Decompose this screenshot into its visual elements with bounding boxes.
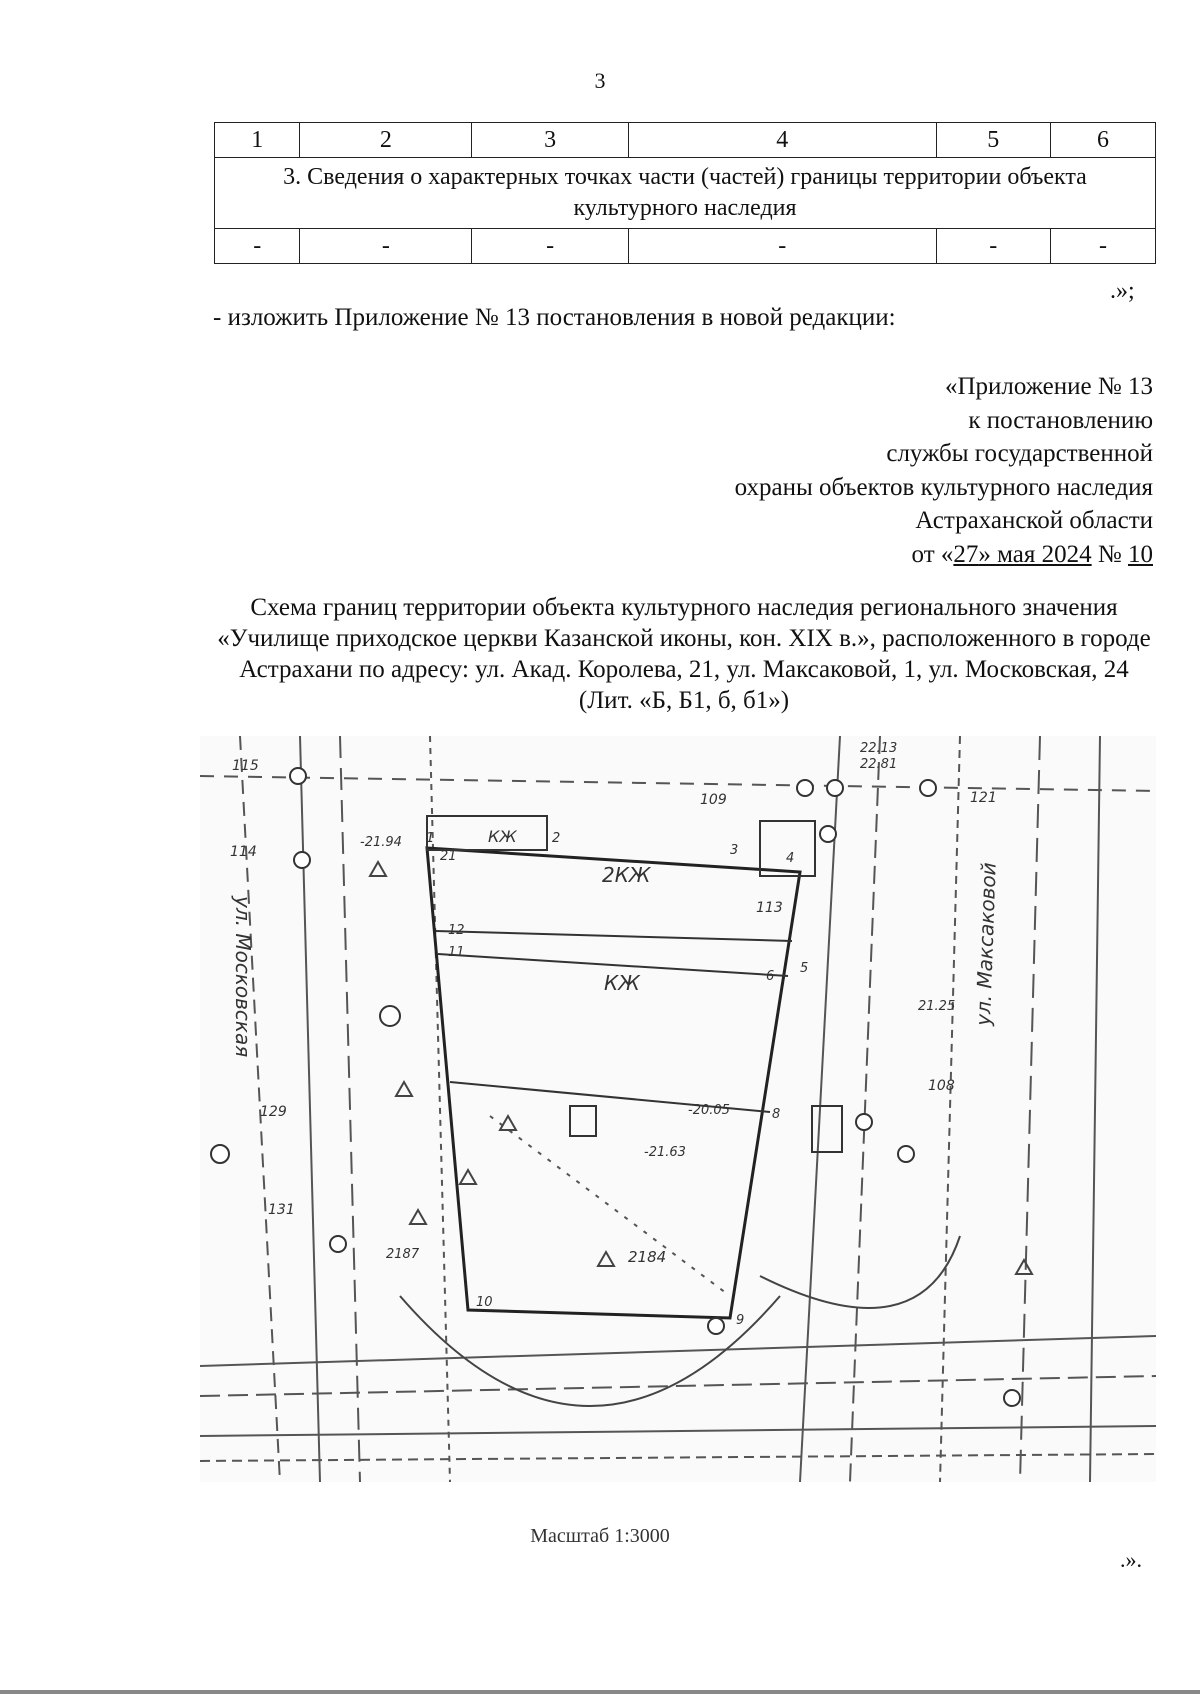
table-header-cell: 6 [1050, 123, 1155, 158]
table-cell: - [215, 229, 300, 264]
utility-label: 121 [970, 790, 997, 806]
table-cell: - [1050, 229, 1155, 264]
building-label: КЖ [604, 971, 640, 995]
map-scale: Масштаб 1:3000 [530, 1525, 670, 1547]
utility-label: 115 [232, 758, 259, 774]
elevation-mark: 22.13 [860, 741, 898, 756]
table-section-row [215, 158, 1156, 229]
point-number: 5 [800, 961, 809, 976]
utility-label: 109 [700, 792, 727, 808]
table-header-row [215, 123, 1156, 158]
table-cell: - [472, 229, 628, 264]
point-number: 3 [730, 843, 739, 858]
point-number: 9 [736, 1313, 745, 1328]
appendix-line: охраны объектов культурного наследия [734, 473, 1153, 501]
building-label: КЖ [488, 827, 517, 846]
appendix-header [735, 370, 1153, 571]
appendix-line: Астраханской области [915, 507, 1153, 534]
page-number: 3 [594, 68, 606, 93]
elevation-mark: 2187 [386, 1247, 420, 1262]
table-header-cell: 2 [300, 123, 472, 158]
table-header-cell: 1 [215, 123, 300, 158]
point-number: 11 [448, 945, 465, 960]
document-number: 10 [1128, 540, 1153, 568]
elevation-mark: 2184 [628, 1248, 667, 1266]
appendix-line: к постановлению [968, 406, 1153, 434]
closing-quote: .». [1120, 1547, 1142, 1572]
table-header-cell: 5 [936, 123, 1050, 158]
utility-label: 131 [268, 1202, 295, 1218]
instruction-text: - изложить Приложение № 13 постановления в новой редакции: [213, 304, 896, 331]
point-number: 6 [766, 969, 775, 984]
table-header-cell: 4 [628, 123, 936, 158]
table-cell: - [936, 229, 1050, 264]
elevation-mark: 21.25 [918, 999, 956, 1014]
point-number: 21 [440, 849, 457, 864]
building-label: 2КЖ [602, 863, 651, 887]
appendix-line: «Приложение № 13 [944, 373, 1153, 400]
utility-label: 114 [230, 844, 257, 860]
points-table [214, 122, 1156, 264]
scheme-title: Схема границ территории объекта культурного наследия регионального значения «Училище приходское церкви Казанской иконы, кон. XIX в.», расположенного в городе Астрахани по адресу: ул. Акад. Королева, 21, ул. Максаковой, 1, ул. Московская, 24 (Лит. «Б, Б1, б, б1») [217, 594, 1151, 714]
number-prefix: № [1091, 540, 1128, 568]
point-number: 1 [426, 831, 435, 846]
map-drawing [200, 736, 1156, 1482]
date-prefix: от « [911, 540, 954, 568]
utility-label: 113 [756, 900, 783, 916]
table-section-title: 3. Сведения о характерных точках части (частей) границы территории объекта культурного наследия [215, 158, 1156, 229]
boundary-map [200, 736, 1156, 1482]
point-number: 8 [772, 1107, 781, 1122]
utility-label: 129 [260, 1104, 287, 1120]
point-number: 4 [786, 851, 795, 866]
table-cell: - [628, 229, 936, 264]
street-label-left: ул. Московская [231, 896, 255, 1058]
point-number: 2 [552, 831, 561, 846]
table-row [215, 229, 1156, 264]
street-label-right: ул. Максаковой [971, 861, 1001, 1027]
point-number: 10 [476, 1295, 493, 1310]
date-rest: » мая 2024 [978, 540, 1092, 568]
elevation-mark: -20.05 [688, 1103, 730, 1118]
scan-edge [0, 1690, 1200, 1694]
appendix-line: службы государственной [886, 440, 1153, 467]
appendix-date-line [735, 538, 1153, 572]
point-number: 12 [448, 923, 465, 938]
table-header-cell: 3 [472, 123, 628, 158]
date-day: 27 [953, 540, 979, 568]
utility-label: 108 [928, 1078, 955, 1094]
elevation-mark: -21.63 [644, 1145, 686, 1160]
elevation-mark: -21.94 [360, 835, 402, 850]
closing-quote: .»; [1110, 278, 1135, 304]
table-cell: - [300, 229, 472, 264]
elevation-mark: 22.81 [860, 757, 898, 772]
